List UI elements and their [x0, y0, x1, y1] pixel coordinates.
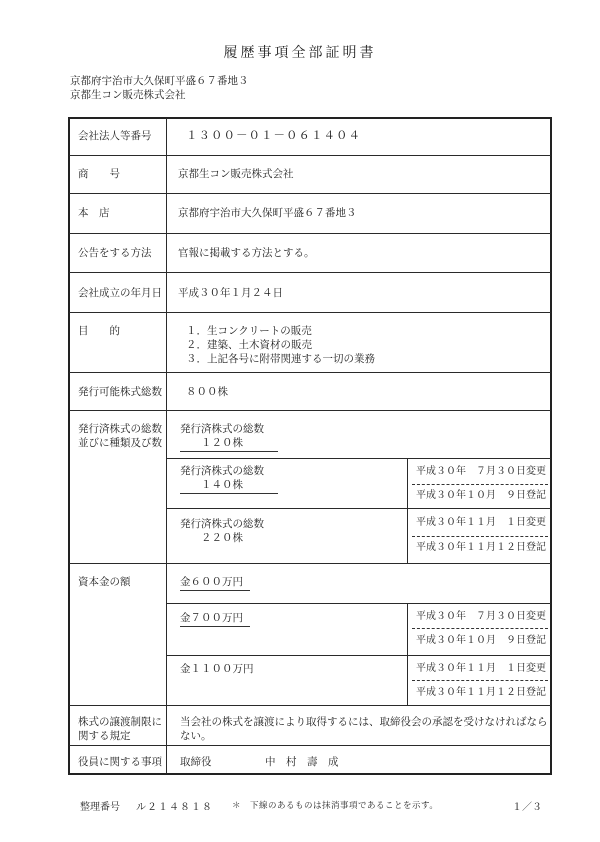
- label-corporate-number: 会社法人等番号: [78, 130, 152, 142]
- value-corporate-number: １３００－０１－０６１４０４: [186, 128, 361, 142]
- issued-shares-caption: 発行済株式の総数: [180, 423, 264, 435]
- strike-underline: [180, 493, 278, 494]
- header-address: 京都府宇治市大久保町平盛６７番地３: [70, 75, 249, 87]
- row-divider: [69, 272, 551, 273]
- issued-shares-caption: 発行済株式の総数: [180, 465, 264, 477]
- value-head-office: 京都府宇治市大久保町平盛６７番地３: [178, 207, 357, 219]
- strike-underline: [180, 590, 250, 591]
- label-trade-name: 商 号: [78, 168, 120, 180]
- document-title: 履歴事項全部証明書: [223, 45, 377, 61]
- value-share-transfer-cont: ない。: [180, 730, 212, 742]
- change-date: 平成３０年 ７月３０日変更: [416, 611, 546, 622]
- change-date: 平成３０年１１月 １日変更: [416, 663, 546, 674]
- date-separator: [412, 628, 548, 629]
- label-capital: 資本金の額: [78, 576, 131, 588]
- sub-entry-divider: [166, 603, 551, 604]
- registration-date: 平成３０年１０月 ９日登記: [416, 635, 546, 646]
- footer-note: ＊ 下線のあるものは抹消事項であることを示す。: [232, 801, 439, 811]
- value-share-transfer: 当会社の株式を譲渡により取得するには、取締役会の承認を受けなければなら: [180, 716, 548, 728]
- date-separator: [412, 680, 548, 681]
- registration-date: 平成３０年１１月１２日登記: [416, 687, 546, 698]
- registration-date: 平成３０年１１月１２日登記: [416, 542, 546, 553]
- row-divider: [69, 233, 551, 234]
- purpose-item: １．生コンクリートの販売: [186, 325, 312, 337]
- footer-ref-number: ル２１４８１８: [136, 802, 213, 813]
- strike-underline: [180, 626, 250, 627]
- header-company-name: 京都生コン販売株式会社: [70, 89, 186, 101]
- change-date: 平成３０年 ７月３０日変更: [416, 466, 546, 477]
- capital-value: 金７００万円: [180, 612, 243, 624]
- purpose-item: ２．建築、土木資材の販売: [186, 339, 312, 351]
- sub-entry-divider: [166, 655, 551, 656]
- label-officers: 役員に関する事項: [78, 756, 162, 768]
- row-divider: [69, 372, 551, 373]
- value-public-notice: 官報に掲載する方法とする。: [178, 247, 315, 259]
- label-public-notice: 公告をする方法: [78, 247, 152, 259]
- issued-shares-value: １４０株: [201, 479, 243, 491]
- label-established: 会社成立の年月日: [78, 287, 162, 299]
- footer-ref-label: 整理番号: [80, 802, 120, 813]
- date-column-divider: [407, 603, 408, 705]
- issued-shares-caption: 発行済株式の総数: [180, 518, 264, 530]
- purpose-item: ３．上記各号に附帯関連する一切の業務: [186, 353, 375, 365]
- change-date: 平成３０年１１月 １日変更: [416, 517, 546, 528]
- value-authorized-shares: ８００株: [186, 386, 228, 398]
- row-divider: [69, 563, 551, 564]
- page-number: １／３: [512, 802, 542, 813]
- row-divider: [69, 705, 551, 706]
- label-head-office: 本 店: [78, 207, 110, 219]
- label-issued-shares-sub: 並びに種類及び数: [78, 437, 162, 449]
- date-separator: [412, 536, 548, 537]
- row-divider: [69, 312, 551, 313]
- date-separator: [412, 484, 548, 485]
- row-divider: [69, 193, 551, 194]
- row-divider: [69, 155, 551, 156]
- capital-value: 金１１００万円: [180, 663, 254, 675]
- label-issued-shares: 発行済株式の総数: [78, 423, 162, 435]
- sub-entry-divider: [166, 458, 551, 459]
- label-purpose: 目 的: [78, 325, 120, 337]
- row-divider: [69, 410, 551, 411]
- sub-entry-divider: [166, 508, 551, 509]
- label-share-transfer: 株式の譲渡制限に: [78, 716, 162, 728]
- capital-value: 金６００万円: [180, 576, 243, 588]
- officer-name: 中 村 壽 成: [265, 756, 339, 768]
- value-trade-name: 京都生コン販売株式会社: [178, 168, 294, 180]
- label-column-divider: [166, 118, 167, 774]
- label-share-transfer-sub: 関する規定: [78, 730, 131, 742]
- row-divider: [69, 745, 551, 746]
- strike-underline: [180, 451, 278, 452]
- date-column-divider: [407, 458, 408, 563]
- value-established: 平成３０年１月２４日: [178, 287, 283, 299]
- label-authorized-shares: 発行可能株式総数: [78, 386, 162, 398]
- registration-date: 平成３０年１０月 ９日登記: [416, 490, 546, 501]
- issued-shares-value: ２２０株: [201, 532, 243, 544]
- issued-shares-value: １２０株: [201, 437, 243, 449]
- officer-role: 取締役: [180, 756, 212, 768]
